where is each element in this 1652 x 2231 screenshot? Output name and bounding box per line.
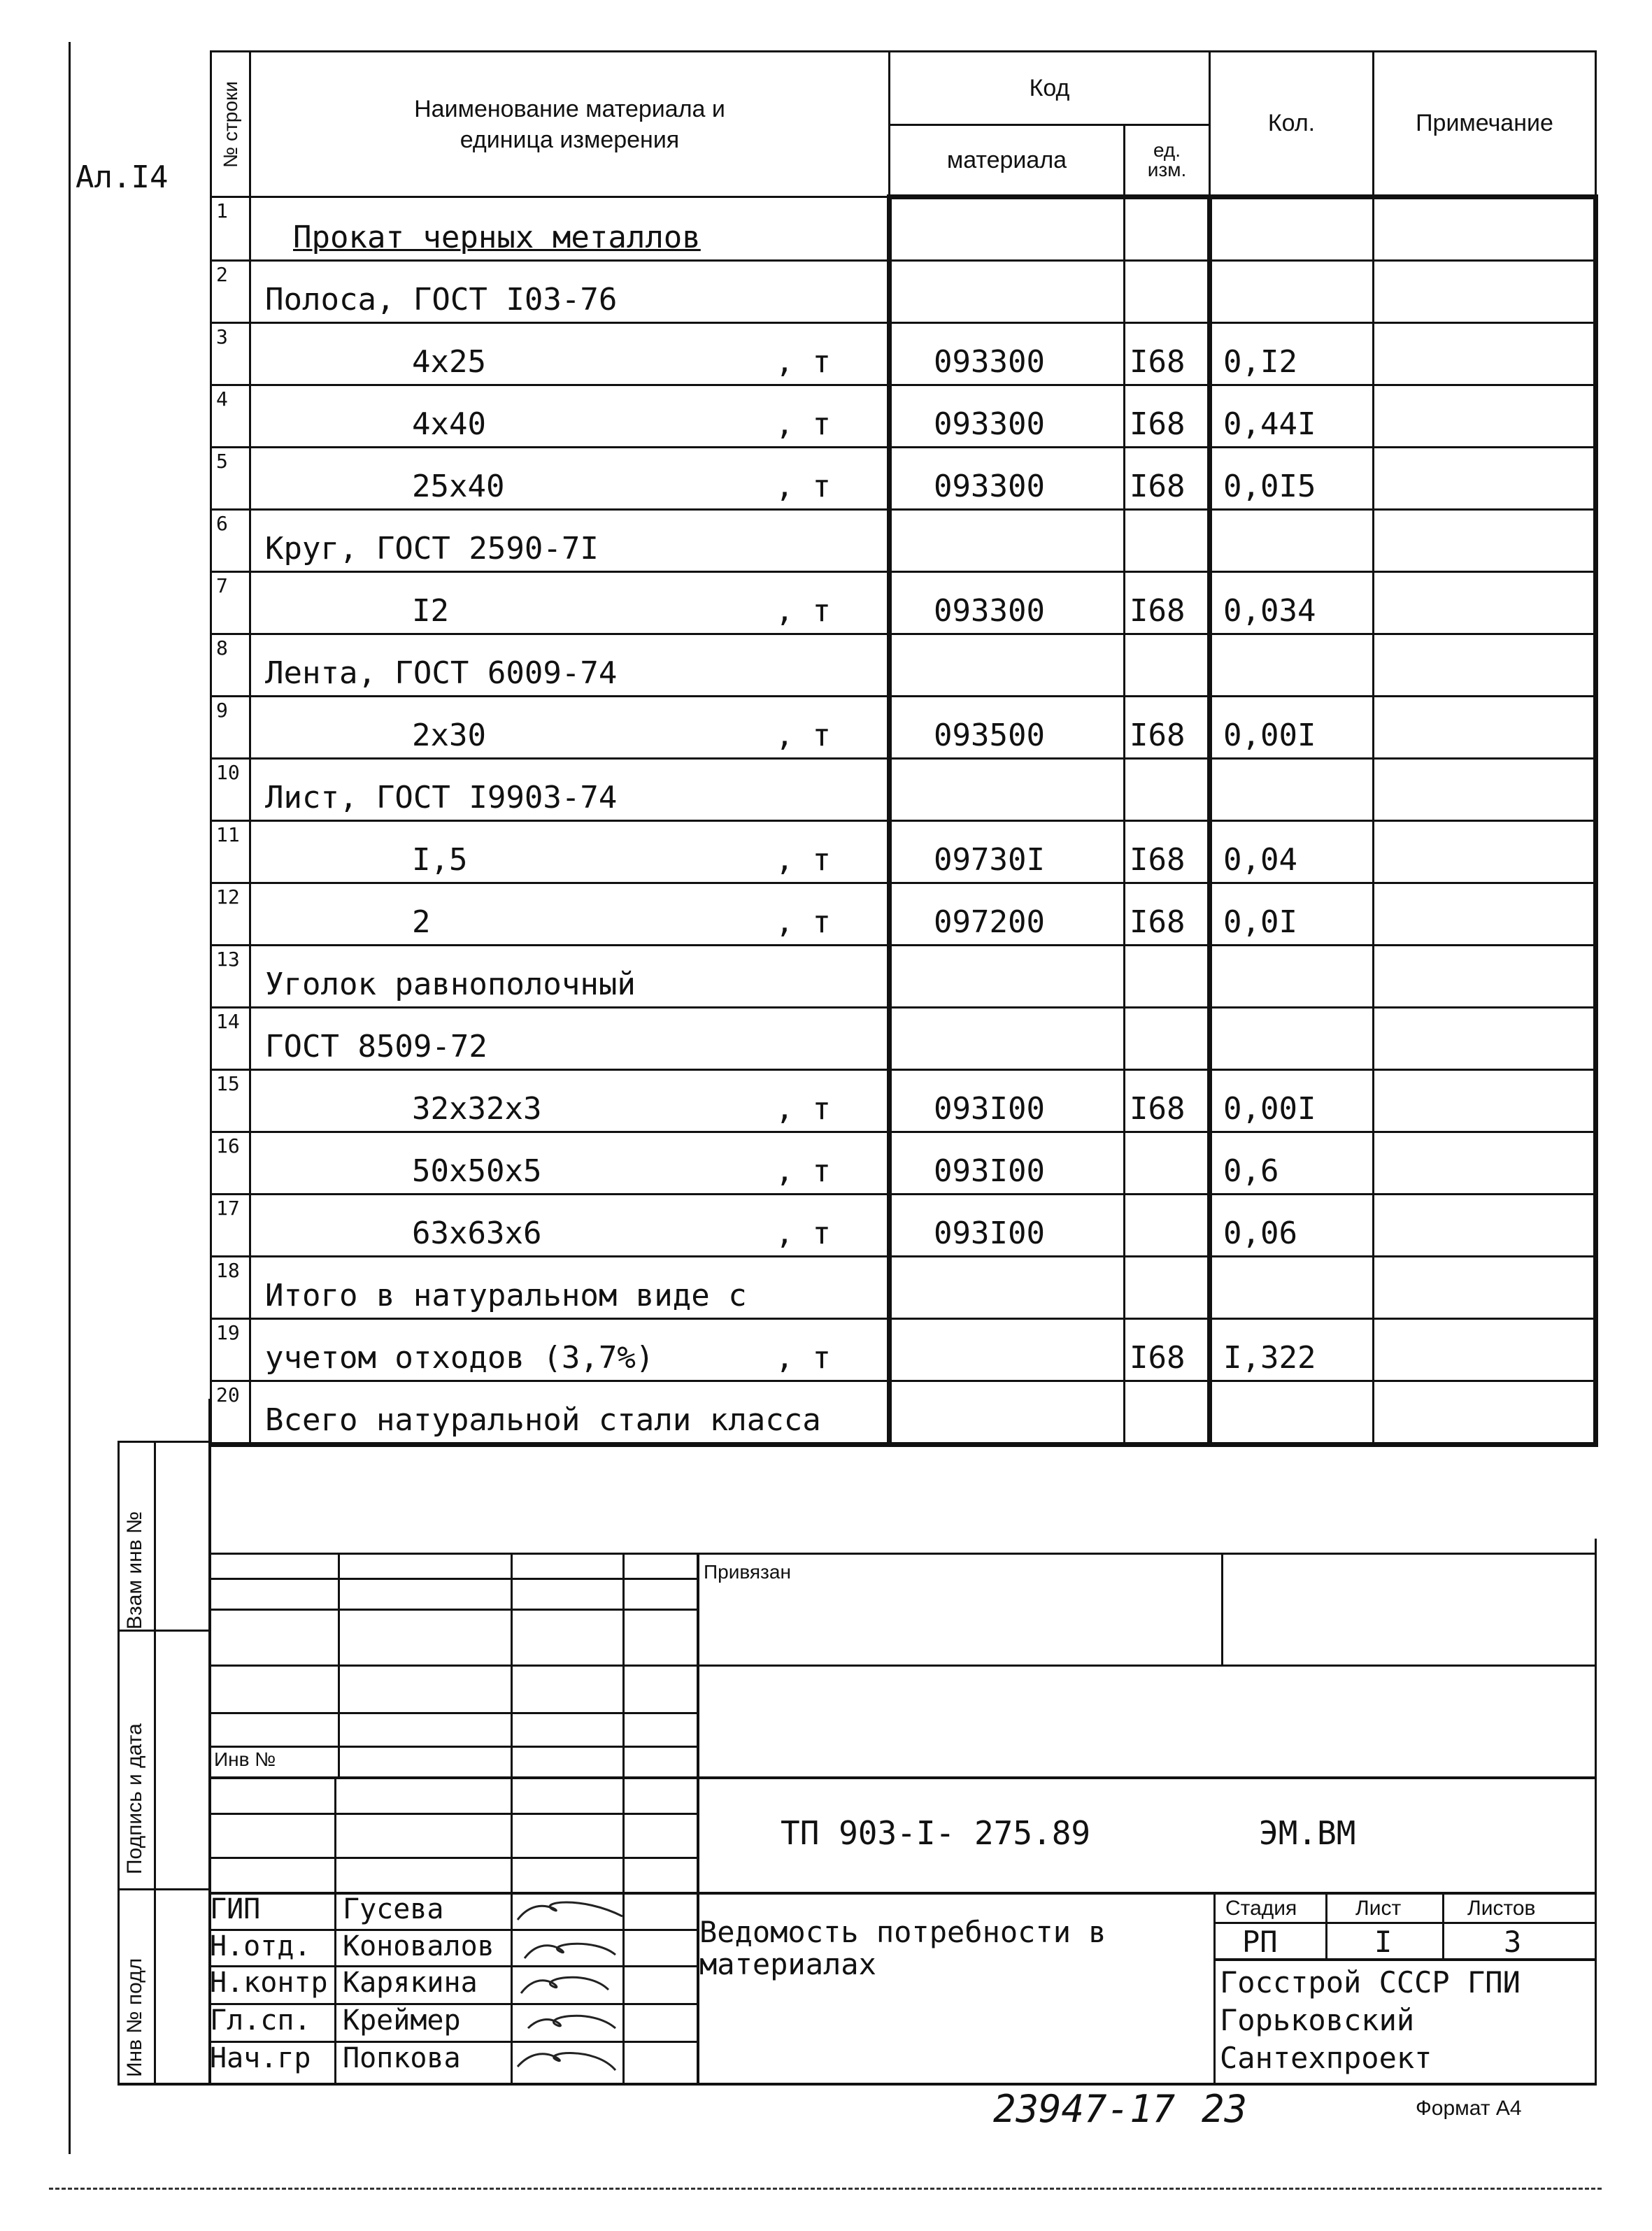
table-row — [211, 946, 1596, 1008]
row-number: 6 — [211, 510, 250, 572]
row-unit-code — [1125, 946, 1210, 1008]
row-unit-code — [1125, 510, 1210, 572]
table-row — [211, 634, 1596, 697]
row-name — [250, 697, 890, 759]
row-number: 3 — [211, 323, 250, 385]
label-inv-podl: Инв № подл — [123, 1958, 146, 2077]
row-qty — [1210, 1381, 1374, 1445]
table-row — [211, 510, 1596, 572]
row-name — [250, 759, 890, 821]
table-row — [211, 572, 1596, 634]
row-number: 8 — [211, 634, 250, 697]
inv-no-label: Инв № — [214, 1748, 276, 1770]
row-number: 2 — [211, 261, 250, 323]
row-qty: 0,04 — [1210, 821, 1374, 883]
sheet-label: Ал.I4 — [76, 159, 169, 195]
table-row — [211, 197, 1596, 261]
row-name-text: Полоса, ГОСТ I03-76 — [265, 282, 618, 318]
tb-strip-top — [118, 1441, 208, 1443]
row-size: 32x32x3 — [412, 1091, 542, 1127]
row-unit-code: I68 — [1125, 697, 1210, 759]
row-size: 63x63x6 — [412, 1216, 542, 1251]
row-note — [1374, 323, 1596, 385]
row-unit: , т — [775, 1153, 831, 1189]
row-material-code: 093I00 — [890, 1132, 1125, 1195]
row-qty — [1210, 261, 1374, 323]
row-note — [1374, 821, 1596, 883]
row-size: I2 — [412, 593, 449, 629]
row-material-code: 093300 — [890, 323, 1125, 385]
row-note — [1374, 385, 1596, 448]
row-unit: , т — [775, 1216, 831, 1251]
role-person: Попкова — [343, 2042, 461, 2074]
row-name — [250, 1257, 890, 1319]
row-unit: , т — [775, 344, 831, 380]
doc-code: ТП 903-I- 275.89 — [781, 1814, 1091, 1852]
row-qty: I,322 — [1210, 1319, 1374, 1381]
tb-row-d — [208, 1712, 698, 1714]
row-qty — [1210, 634, 1374, 697]
row-note — [1374, 1008, 1596, 1070]
row-unit-code — [1125, 634, 1210, 697]
row-number: 9 — [211, 697, 250, 759]
row-name — [250, 1319, 890, 1381]
row-number: 13 — [211, 946, 250, 1008]
row-material-code — [890, 1381, 1125, 1445]
row-qty: 0,0I5 — [1210, 448, 1374, 510]
row-unit: , т — [775, 593, 831, 629]
row-number: 16 — [211, 1132, 250, 1195]
row-unit-code — [1125, 1008, 1210, 1070]
row-note — [1374, 946, 1596, 1008]
row-qty — [1210, 197, 1374, 261]
tb-strip-div1 — [118, 1630, 208, 1632]
role-person: Коновалов — [343, 1930, 494, 1962]
row-unit: , т — [775, 1340, 831, 1376]
row-material-code: 093300 — [890, 385, 1125, 448]
tb-right — [1595, 1539, 1597, 2084]
row-name-text: учетом отходов (3,7%) — [265, 1340, 655, 1376]
stage-left — [1213, 1892, 1216, 2084]
tb-top — [208, 1553, 1597, 1555]
row-material-code — [890, 510, 1125, 572]
table-row — [211, 821, 1596, 883]
row-material-code — [890, 759, 1125, 821]
table-row — [211, 1319, 1596, 1381]
row-material-code: 093I00 — [890, 1195, 1125, 1257]
row-number: 19 — [211, 1319, 250, 1381]
row-note — [1374, 1381, 1596, 1445]
row-note — [1374, 510, 1596, 572]
tb-outer-left — [118, 1441, 120, 2084]
row-number: 7 — [211, 572, 250, 634]
table-row — [211, 1008, 1596, 1070]
cut-line — [49, 2188, 1602, 2190]
header-code-unit: ед. изм. — [1125, 125, 1210, 197]
row-note — [1374, 1257, 1596, 1319]
row-qty: 0,6 — [1210, 1132, 1374, 1195]
tb-row-b — [208, 1609, 698, 1611]
row-material-code: 093500 — [890, 697, 1125, 759]
footer-number: 23947-17 — [993, 2087, 1176, 2131]
row-name — [250, 821, 890, 883]
row-unit-code — [1125, 1132, 1210, 1195]
table-row — [211, 261, 1596, 323]
row-number: 18 — [211, 1257, 250, 1319]
row-qty: 0,00I — [1210, 1070, 1374, 1132]
table-row — [211, 1257, 1596, 1319]
sheet-value: I — [1374, 1925, 1393, 1959]
row-qty — [1210, 1257, 1374, 1319]
org-name: Госстрой СССР ГПИ Горьковский Сантехпроект — [1220, 1965, 1521, 2075]
row-name-text: Лист, ГОСТ I9903-74 — [265, 780, 618, 815]
doc-mark: ЭМ.ВМ — [1259, 1814, 1356, 1852]
row-unit-code: I68 — [1125, 572, 1210, 634]
row-note — [1374, 448, 1596, 510]
row-qty: 0,034 — [1210, 572, 1374, 634]
row-note — [1374, 261, 1596, 323]
row-note — [1374, 572, 1596, 634]
tb-row-f — [208, 1776, 1597, 1779]
row-unit-code: I68 — [1125, 448, 1210, 510]
header-code: Код — [890, 52, 1210, 125]
row-size: I,5 — [412, 842, 468, 878]
stage-row1 — [1213, 1922, 1597, 1924]
row-qty — [1210, 1008, 1374, 1070]
header-row-no: № строки — [211, 52, 250, 197]
row-unit: , т — [775, 904, 831, 940]
role-title: Нач.гр — [210, 2042, 311, 2074]
row-name-text: Лента, ГОСТ 6009-74 — [265, 655, 618, 691]
row-number: 10 — [211, 759, 250, 821]
row-size: 2x30 — [412, 718, 486, 753]
stage-col1 — [1325, 1892, 1327, 1960]
row-name — [250, 197, 890, 261]
label-vzam: Взам инв № — [123, 1511, 146, 1630]
table-row — [211, 323, 1596, 385]
privyazan-label: Привязан — [704, 1561, 791, 1583]
row-name — [250, 572, 890, 634]
row-name — [250, 1008, 890, 1070]
row-material-code — [890, 261, 1125, 323]
tb-row-c — [208, 1665, 1597, 1667]
stage-value: РП — [1242, 1925, 1278, 1959]
row-name — [250, 1070, 890, 1132]
header-note: Примечание — [1374, 52, 1596, 197]
row-qty — [1210, 759, 1374, 821]
doc-title: Ведомость потребности в материалах — [699, 1915, 1106, 1981]
footer-format: Формат А4 — [1416, 2097, 1522, 2120]
stage-label: Стадия — [1225, 1897, 1297, 1920]
header-name: Наименование материала и единица измерения — [250, 52, 890, 197]
row-size: 50x50x5 — [412, 1153, 542, 1189]
tb-strip-div2 — [118, 1888, 208, 1890]
row-name — [250, 261, 890, 323]
row-unit-code — [1125, 759, 1210, 821]
tb-row-e — [208, 1746, 698, 1748]
tb-inner-left — [154, 1441, 156, 2084]
role-title: Гл.сп. — [210, 2004, 311, 2037]
row-note — [1374, 197, 1596, 261]
row-unit-code — [1125, 197, 1210, 261]
row-size: 25x40 — [412, 469, 505, 504]
stage-col2 — [1442, 1892, 1444, 1960]
role-title: Н.отд. — [210, 1930, 311, 1962]
row-note — [1374, 883, 1596, 946]
row-note — [1374, 1195, 1596, 1257]
row-unit-code — [1125, 1381, 1210, 1445]
table-row — [211, 1195, 1596, 1257]
row-qty: 0,44I — [1210, 385, 1374, 448]
left-margin-line — [69, 42, 71, 2154]
row-name-text: Круг, ГОСТ 2590-7I — [265, 531, 599, 566]
tb-row-g — [208, 1813, 698, 1815]
label-podpis: Подпись и дата — [123, 1723, 146, 1874]
row-material-code: 093300 — [890, 448, 1125, 510]
row-material-code — [890, 1257, 1125, 1319]
row-material-code: 093300 — [890, 572, 1125, 634]
row-unit-code: I68 — [1125, 821, 1210, 883]
row-qty — [1210, 510, 1374, 572]
row-note — [1374, 634, 1596, 697]
sheets-col-label: Листов — [1467, 1897, 1536, 1920]
tb-privyazan-split — [1221, 1553, 1223, 1665]
row-name — [250, 634, 890, 697]
row-qty: 0,0I — [1210, 883, 1374, 946]
row-note — [1374, 759, 1596, 821]
footer-page: 23 — [1202, 2087, 1248, 2131]
row-unit-code — [1125, 1257, 1210, 1319]
row-name — [250, 323, 890, 385]
row-name — [250, 1132, 890, 1195]
row-unit-code: I68 — [1125, 1070, 1210, 1132]
table-row — [211, 448, 1596, 510]
table-row — [211, 1070, 1596, 1132]
sheets-value: 3 — [1504, 1925, 1522, 1959]
row-size: 4x25 — [412, 344, 486, 380]
row-unit-code: I68 — [1125, 385, 1210, 448]
row-name — [250, 448, 890, 510]
row-name — [250, 1195, 890, 1257]
row-material-code — [890, 946, 1125, 1008]
row-unit-code — [1125, 261, 1210, 323]
row-note — [1374, 1319, 1596, 1381]
row-material-code: 097200 — [890, 883, 1125, 946]
row-name-text: Прокат черных металлов — [293, 220, 701, 255]
row-name-text: Всего натуральной стали класса — [265, 1402, 821, 1438]
row-material-code — [890, 197, 1125, 261]
table-row — [211, 1381, 1596, 1445]
row-size: 4x40 — [412, 406, 486, 442]
row-qty — [1210, 946, 1374, 1008]
row-unit: , т — [775, 718, 831, 753]
row-number: 1 — [211, 197, 250, 261]
row-material-code: 093I00 — [890, 1070, 1125, 1132]
role-person: Гусева — [343, 1893, 444, 1925]
row-material-code — [890, 1008, 1125, 1070]
row-name — [250, 1381, 890, 1445]
tb-bottom — [118, 2083, 1597, 2086]
header-qty: Кол. — [1210, 52, 1374, 197]
header-code-material: материала — [890, 125, 1125, 197]
row-number: 5 — [211, 448, 250, 510]
row-unit-code — [1125, 1195, 1210, 1257]
sheet-col-label: Лист — [1355, 1897, 1402, 1920]
role-person: Карякина — [343, 1967, 478, 1999]
table-row — [211, 883, 1596, 946]
row-unit: , т — [775, 406, 831, 442]
table-row — [211, 1132, 1596, 1195]
role-person: Креймер — [343, 2004, 461, 2037]
signatures — [511, 1888, 650, 2091]
row-name-text: Уголок равнополочный — [265, 967, 636, 1002]
table-row — [211, 759, 1596, 821]
row-material-code — [890, 1319, 1125, 1381]
row-name-text: Итого в натуральном виде с — [265, 1278, 747, 1313]
row-number: 17 — [211, 1195, 250, 1257]
row-name — [250, 946, 890, 1008]
row-material-code — [890, 634, 1125, 697]
row-number: 12 — [211, 883, 250, 946]
row-unit-code: I68 — [1125, 883, 1210, 946]
materials-table — [210, 50, 1598, 1447]
row-note — [1374, 1070, 1596, 1132]
row-number: 14 — [211, 1008, 250, 1070]
row-material-code: 09730I — [890, 821, 1125, 883]
row-name — [250, 385, 890, 448]
row-qty: 0,00I — [1210, 697, 1374, 759]
row-unit: , т — [775, 1091, 831, 1127]
row-name — [250, 883, 890, 946]
row-qty: 0,06 — [1210, 1195, 1374, 1257]
row-note — [1374, 1132, 1596, 1195]
row-unit: , т — [775, 469, 831, 504]
row-number: 4 — [211, 385, 250, 448]
table-row — [211, 385, 1596, 448]
row-number: 15 — [211, 1070, 250, 1132]
role-title: ГИП — [210, 1893, 261, 1925]
role-title: Н.контр — [210, 1967, 328, 1999]
row-unit-code: I68 — [1125, 323, 1210, 385]
row-name-text: ГОСТ 8509-72 — [265, 1029, 487, 1064]
row-qty: 0,I2 — [1210, 323, 1374, 385]
row-unit-code: I68 — [1125, 1319, 1210, 1381]
row-name — [250, 510, 890, 572]
row-size: 2 — [412, 904, 431, 940]
row-number: 20 — [211, 1381, 250, 1445]
row-note — [1374, 697, 1596, 759]
tb-row-h — [208, 1857, 698, 1859]
row-number: 11 — [211, 821, 250, 883]
row-unit: , т — [775, 842, 831, 878]
tb-row-a — [208, 1578, 698, 1580]
table-row — [211, 697, 1596, 759]
